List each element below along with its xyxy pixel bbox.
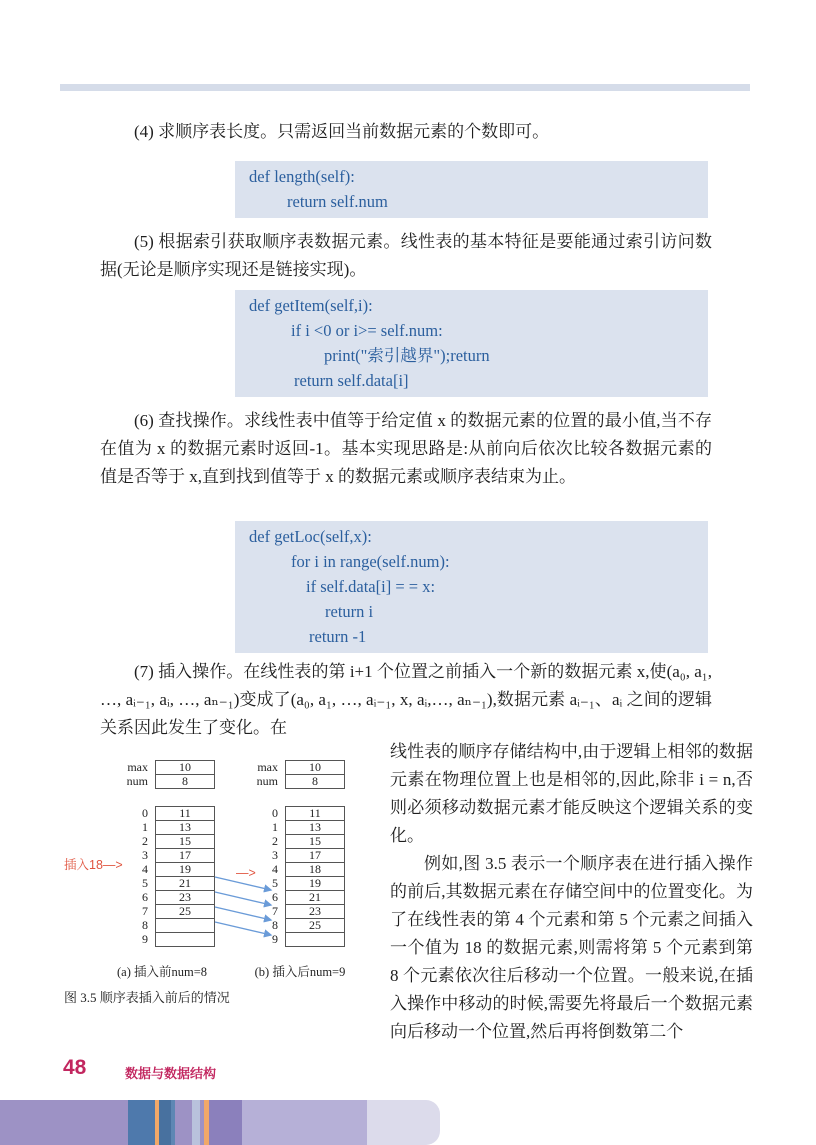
paragraph-4: (4) 求顺序表长度。只需返回当前数据元素的个数即可。 xyxy=(134,122,550,141)
bar-segment xyxy=(159,1100,171,1145)
table-row: 7 23 xyxy=(244,904,345,919)
paragraph-7: (7) 插入操作。在线性表的第 i+1 个位置之前插入一个新的数据元素 x,使(a₀, a₁, …, aᵢ₋₁, aᵢ, …, aₙ₋₁)变成了(a₀, a₁, …, aᵢ₋₁, x, aᵢ,…, aₙ₋₁),数据元素 aᵢ₋₁、aᵢ 之间的逻辑关系因此发生了变化。在 xyxy=(100,662,712,737)
paragraph-7-continuation: 线性表的顺序存储结构中,由于逻辑上相邻的数据元素在物理位置上也是相邻的,因此,除非 i = n,否则必须移动数据元素才能反映这个逻辑关系的变化。 xyxy=(390,742,753,845)
code-line: return self.data[i] xyxy=(294,371,409,390)
table-row: 5 21 xyxy=(114,876,215,891)
table-row: 1 13 xyxy=(244,820,345,835)
code-line: def getLoc(self,x): xyxy=(249,527,372,546)
table-row: 3 17 xyxy=(244,848,345,863)
figure-3-5 xyxy=(64,756,394,1018)
code-line: return self.num xyxy=(287,192,388,211)
bar-segment xyxy=(0,1100,128,1145)
paragraph-5: (5) 根据索引获取顺序表数据元素。线性表的基本特征是要能通过索引访问数据(无论是顺序实现还是链接实现)。 xyxy=(100,232,712,279)
bar-segment xyxy=(192,1100,200,1145)
table-row: 2 15 xyxy=(244,834,345,849)
table-row: 0 11 xyxy=(244,806,345,821)
code-line: if i <0 or i>= self.num: xyxy=(291,321,443,340)
table-row: 9 xyxy=(244,932,345,947)
top-rule xyxy=(60,84,750,91)
figure-caption: 图 3.5 顺序表插入前后的情况 xyxy=(64,990,230,1005)
table-row: 4 18 xyxy=(244,862,345,877)
table-row: num 8 xyxy=(114,774,215,789)
code-block-length xyxy=(235,161,708,218)
table-row: 3 17 xyxy=(114,848,215,863)
code-line: def getItem(self,i): xyxy=(249,296,373,315)
page-number: 48 xyxy=(63,1056,87,1079)
table-row: 6 21 xyxy=(244,890,345,905)
right-column xyxy=(390,738,753,1046)
code-block-getloc xyxy=(235,521,708,653)
code-block-getitem xyxy=(235,290,708,397)
bar-segment xyxy=(209,1100,242,1145)
table-row: 1 13 xyxy=(114,820,215,835)
running-title: 数据与数据结构 xyxy=(125,1066,217,1081)
bar-segment xyxy=(242,1100,367,1145)
paragraph-example: 例如,图 3.5 表示一个顺序表在进行插入操作的前后,其数据元素在存储空间中的位置变化。为了在线性表的第 4 个元素和第 5 个元素之间插入一个值为 18 的数据元素,则需将第 5 个元素到第 8 个元素依次往后移动一个位置。一般来说,在插入操作中移动的时候,需要先将最后一个数据元素向后移动一个位置,然后再将倒数第二个 xyxy=(390,854,753,1041)
code-line: return i xyxy=(325,602,374,621)
subcaption-b: (b) 插入后num=9 xyxy=(254,965,346,979)
code-line: if self.data[i] = = x: xyxy=(306,577,436,596)
code-line: return -1 xyxy=(309,627,367,646)
table-row: 8 25 xyxy=(244,918,345,933)
bar-segment xyxy=(175,1100,192,1145)
insert-arrow-label: 插入18—> xyxy=(64,858,123,872)
code-line: print("索引越界");return xyxy=(324,346,490,365)
memory-table-after xyxy=(244,760,345,947)
bar-segment xyxy=(367,1100,440,1145)
table-row: max 10 xyxy=(114,760,215,775)
table-row: 2 15 xyxy=(114,834,215,849)
footer-decoration-bar xyxy=(0,1100,816,1145)
table-row: 0 11 xyxy=(114,806,215,821)
table-row: max 10 xyxy=(244,760,345,775)
table-row: 9 xyxy=(114,932,215,947)
table-row: num 8 xyxy=(244,774,345,789)
paragraph-6: (6) 查找操作。求线性表中值等于给定值 x 的数据元素的位置的最小值,当不存在值为 x 的数据元素时返回-1。基本实现思路是:从前向后依次比较各数据元素的值是否等于 x,直到找到值等于 x 的数据元素或顺序表结束为止。 xyxy=(100,411,712,486)
bar-segment xyxy=(128,1100,155,1145)
memory-table-before xyxy=(114,760,215,947)
shift-arrow-label: —> xyxy=(236,866,256,880)
subcaption-a: (a) 插入前num=8 xyxy=(116,965,208,979)
table-row: 6 23 xyxy=(114,890,215,905)
code-line: def length(self): xyxy=(249,167,355,186)
table-row: 8 xyxy=(114,918,215,933)
table-row: 5 19 xyxy=(244,876,345,891)
code-line: for i in range(self.num): xyxy=(291,552,450,571)
table-row: 7 25 xyxy=(114,904,215,919)
table-row: 4 19 xyxy=(114,862,215,877)
